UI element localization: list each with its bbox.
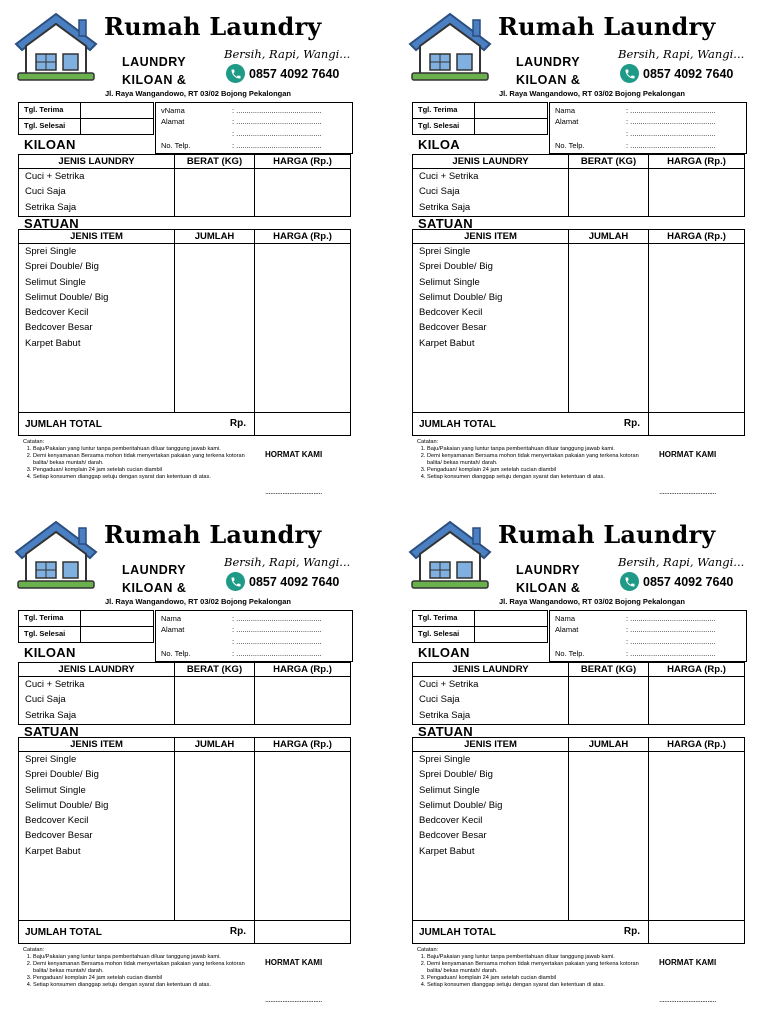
satuan-header-type: JENIS ITEM	[19, 738, 175, 752]
customer-address-field[interactable]: : .........................................	[626, 117, 716, 126]
satuan-price-cell[interactable]	[649, 752, 745, 921]
phone-text: 0857 4092 7640	[643, 574, 734, 589]
house-logo-icon	[404, 518, 496, 590]
satuan-header-row	[413, 738, 745, 752]
satuan-price-cell[interactable]	[649, 244, 745, 413]
notes-list	[417, 954, 649, 989]
brand-line-laundry: LAUNDRY	[516, 55, 581, 69]
customer-phone-field[interactable]: : .........................................	[232, 141, 322, 150]
kiloan-header-type: JENIS LAUNDRY	[19, 663, 175, 677]
total-currency: Rp.	[623, 418, 640, 429]
satuan-title: SATUAN	[418, 216, 473, 231]
brand-name: Rumah Laundry	[498, 12, 716, 41]
kiloan-header-row	[413, 663, 745, 677]
phone-number	[620, 64, 733, 83]
date-received-label: Tgl. Terima	[418, 105, 458, 114]
satuan-header-qty: JUMLAH	[175, 230, 255, 244]
satuan-item: Selimut Single	[419, 784, 480, 796]
total-currency: Rp.	[229, 926, 246, 937]
date-received-row	[19, 611, 153, 627]
brand-name: Rumah Laundry	[104, 520, 322, 549]
total-value-cell[interactable]	[255, 413, 351, 436]
satuan-table	[412, 737, 745, 944]
house-logo-icon	[10, 518, 102, 590]
total-label: JUMLAH TOTAL	[25, 418, 102, 430]
satuan-item: Karpet Babut	[25, 337, 81, 349]
kiloan-item: Cuci Saja	[25, 186, 66, 198]
kiloan-header-weight: BERAT (KG)	[175, 155, 255, 169]
date-finished-row	[413, 119, 547, 134]
satuan-item: Selimut Single	[25, 276, 86, 288]
kiloan-header-type: JENIS LAUNDRY	[413, 155, 569, 169]
customer-address-label: Alamat	[555, 117, 579, 126]
satuan-item: Selimut Double/ Big	[25, 291, 109, 303]
kiloan-item: Setrika Saja	[25, 201, 77, 213]
kiloan-body-row	[19, 169, 351, 217]
satuan-item: Selimut Double/ Big	[25, 799, 109, 811]
satuan-body-row	[413, 244, 745, 413]
kiloan-item: Cuci + Setrika	[419, 171, 479, 182]
customer-address-field-2[interactable]: : .........................................	[626, 637, 716, 646]
total-label-cell	[19, 413, 255, 436]
date-received-label: Tgl. Terima	[24, 613, 64, 622]
date-box	[412, 102, 548, 135]
date-finished-row	[19, 119, 153, 134]
signature-label: HORMAT KAMI	[265, 450, 323, 459]
note-item: 2. Demi kenyamanan Bersama mohon tidak menyertakan pakaian yang terkena kotoran balita/ bekas muntah/ darah.	[427, 453, 649, 467]
satuan-price-cell[interactable]	[255, 244, 351, 413]
total-label: JUMLAH TOTAL	[419, 926, 496, 938]
note-item: 2. Demi kenyamanan Bersama mohon tidak menyertakan pakaian yang terkena kotoran balita/ bekas muntah/ darah.	[33, 961, 255, 975]
satuan-items	[413, 244, 569, 413]
kiloan-header-type: JENIS LAUNDRY	[19, 155, 175, 169]
kiloan-header-price: HARGA (Rp.)	[649, 663, 745, 677]
note-item: 1. Baju/Pakaian yang luntur tanpa pemberitahuan diluar tanggung jawab kami.	[427, 446, 649, 453]
kiloan-item: Setrika Saja	[25, 709, 77, 721]
date-received-field[interactable]	[474, 103, 548, 118]
satuan-item: Bedcover Kecil	[25, 815, 89, 827]
signature-label: HORMAT KAMI	[659, 450, 717, 459]
customer-address-field-2[interactable]: : .........................................	[232, 129, 322, 138]
phone-text: 0857 4092 7640	[643, 66, 734, 81]
satuan-qty-cell[interactable]	[569, 752, 649, 921]
satuan-item: Sprei Single	[419, 246, 471, 257]
customer-phone-field[interactable]: : .........................................	[626, 649, 716, 658]
total-label-cell	[413, 921, 649, 944]
signature-label: HORMAT KAMI	[265, 958, 323, 967]
kiloan-body-row	[413, 169, 745, 217]
kiloan-header-price: HARGA (Rp.)	[255, 155, 351, 169]
notes-list	[23, 446, 255, 481]
phone-number	[226, 64, 339, 83]
brand-address: Jl. Raya Wangandowo, RT 03/02 Bojong Pekalongan	[105, 89, 292, 98]
note-item: 1. Baju/Pakaian yang luntur tanpa pemberitahuan diluar tanggung jawab kami.	[33, 446, 255, 453]
notes	[23, 439, 255, 480]
satuan-item: Sprei Single	[25, 754, 77, 765]
notes-title: Catatan:	[23, 947, 45, 953]
brand-tagline: Bersih, Rapi, Wangi...	[224, 47, 351, 61]
satuan-table	[18, 737, 351, 944]
satuan-header-qty: JUMLAH	[175, 738, 255, 752]
kiloan-item: Cuci + Setrika	[25, 679, 85, 690]
signature-label: HORMAT KAMI	[659, 958, 717, 967]
kiloan-header-type: JENIS LAUNDRY	[413, 663, 569, 677]
customer-name-label: vNama	[161, 106, 185, 115]
satuan-items	[19, 752, 175, 921]
satuan-price-cell[interactable]	[255, 752, 351, 921]
date-finished-row	[19, 627, 153, 642]
satuan-item: Sprei Single	[419, 754, 471, 765]
satuan-header-price: HARGA (Rp.)	[649, 738, 745, 752]
satuan-item: Bedcover Besar	[419, 322, 487, 334]
satuan-item: Selimut Double/ Big	[419, 291, 503, 303]
customer-phone-field[interactable]: : .........................................	[626, 141, 716, 150]
satuan-item: Selimut Double/ Big	[419, 799, 503, 811]
brand-address: Jl. Raya Wangandowo, RT 03/02 Bojong Pekalongan	[499, 89, 686, 98]
kiloan-header-row	[19, 663, 351, 677]
satuan-item: Sprei Single	[25, 246, 77, 257]
brand-line-kiloan: KILOAN &	[122, 73, 187, 87]
note-item: 2. Demi kenyamanan Bersama mohon tidak menyertakan pakaian yang terkena kotoran balita/ bekas muntah/ darah.	[33, 453, 255, 467]
kiloan-item: Cuci Saja	[419, 694, 460, 706]
note-item: 4. Setiap konsumen dianggap setuju dengan syarat dan ketentuan di atas.	[33, 982, 255, 989]
satuan-body-row	[19, 752, 351, 921]
customer-address-label: Alamat	[161, 117, 185, 126]
date-received-label: Tgl. Terima	[418, 613, 458, 622]
satuan-header-row	[19, 738, 351, 752]
kiloan-header-price: HARGA (Rp.)	[649, 155, 745, 169]
date-finished-field[interactable]	[80, 627, 154, 642]
kiloan-items	[19, 169, 175, 217]
brand-line-laundry: LAUNDRY	[516, 563, 581, 577]
satuan-item: Karpet Babut	[419, 337, 475, 349]
customer-address-field-2[interactable]: : .........................................	[626, 129, 716, 138]
kiloan-header-weight: BERAT (KG)	[569, 663, 649, 677]
satuan-item: Bedcover Besar	[419, 830, 487, 842]
note-item: 4. Setiap konsumen dianggap setuju dengan syarat dan ketentuan di atas.	[427, 474, 649, 481]
date-received-row	[413, 611, 547, 627]
satuan-header-price: HARGA (Rp.)	[255, 738, 351, 752]
signature-line[interactable]: .................................	[659, 995, 716, 1004]
kiloan-header-row	[19, 155, 351, 169]
total-row	[413, 413, 745, 436]
note-item: 3. Pengaduan/ komplain 24 jam setelah cucian diambil	[427, 467, 649, 474]
satuan-item: Sprei Double/ Big	[419, 261, 493, 273]
total-label: JUMLAH TOTAL	[419, 418, 496, 430]
satuan-body-row	[413, 752, 745, 921]
total-value-cell[interactable]	[255, 921, 351, 944]
note-item: 2. Demi kenyamanan Bersama mohon tidak menyertakan pakaian yang terkena kotoran balita/ bekas muntah/ darah.	[427, 961, 649, 975]
satuan-item: Bedcover Besar	[25, 322, 93, 334]
kiloan-weight-cell[interactable]	[569, 169, 649, 217]
date-received-field[interactable]	[80, 611, 154, 626]
satuan-header-row	[19, 230, 351, 244]
kiloan-header-price: HARGA (Rp.)	[255, 663, 351, 677]
kiloan-item: Cuci Saja	[25, 694, 66, 706]
customer-phone-label: No. Telp.	[161, 649, 191, 658]
date-box	[18, 610, 154, 643]
total-value-cell[interactable]	[649, 921, 745, 944]
date-finished-field[interactable]	[80, 119, 154, 134]
brand-line-laundry: LAUNDRY	[122, 55, 187, 69]
kiloan-item: Setrika Saja	[419, 709, 471, 721]
kiloan-title: KILOA	[418, 137, 460, 152]
notes-list	[417, 446, 649, 481]
kiloan-title: KILOAN	[418, 645, 470, 660]
satuan-header-row	[413, 230, 745, 244]
kiloan-price-cell[interactable]	[255, 677, 351, 725]
kiloan-header-weight: BERAT (KG)	[569, 155, 649, 169]
kiloan-item: Cuci + Setrika	[25, 171, 85, 182]
note-item: 3. Pengaduan/ komplain 24 jam setelah cucian diambil	[427, 975, 649, 982]
brand-line-kiloan: KILOAN &	[516, 73, 581, 87]
phone-number	[620, 572, 733, 591]
kiloan-weight-cell[interactable]	[175, 169, 255, 217]
brand-name: Rumah Laundry	[104, 12, 322, 41]
total-currency: Rp.	[229, 418, 246, 429]
signature-line[interactable]: .................................	[265, 995, 322, 1004]
satuan-items	[413, 752, 569, 921]
date-finished-label: Tgl. Selesai	[418, 121, 460, 130]
kiloan-items	[19, 677, 175, 725]
total-row	[413, 921, 745, 944]
satuan-item: Sprei Double/ Big	[25, 261, 99, 273]
note-item: 1. Baju/Pakaian yang luntur tanpa pemberitahuan diluar tanggung jawab kami.	[33, 954, 255, 961]
note-item: 1. Baju/Pakaian yang luntur tanpa pemberitahuan diluar tanggung jawab kami.	[427, 954, 649, 961]
satuan-title: SATUAN	[418, 724, 473, 739]
customer-address-field[interactable]: : .........................................	[232, 117, 322, 126]
customer-address-field[interactable]: : .........................................	[232, 625, 322, 634]
total-label-cell	[19, 921, 255, 944]
kiloan-table	[18, 154, 351, 217]
satuan-item: Selimut Single	[25, 784, 86, 796]
notes	[417, 439, 649, 480]
kiloan-title: KILOAN	[24, 645, 76, 660]
notes-title: Catatan:	[23, 439, 45, 445]
total-label: JUMLAH TOTAL	[25, 926, 102, 938]
kiloan-price-cell[interactable]	[255, 169, 351, 217]
date-finished-field[interactable]	[474, 627, 548, 642]
satuan-table	[18, 229, 351, 436]
customer-box	[155, 102, 353, 154]
phone-number	[226, 572, 339, 591]
customer-name-field[interactable]: : .........................................	[232, 614, 322, 623]
kiloan-title: KILOAN	[24, 137, 76, 152]
satuan-item: Karpet Babut	[25, 845, 81, 857]
kiloan-item: Setrika Saja	[419, 201, 471, 213]
total-value-cell[interactable]	[649, 413, 745, 436]
customer-phone-label: No. Telp.	[555, 649, 585, 658]
note-item: 3. Pengaduan/ komplain 24 jam setelah cucian diambil	[33, 975, 255, 982]
customer-address-field[interactable]: : .........................................	[626, 625, 716, 634]
customer-phone-field[interactable]: : .........................................	[232, 649, 322, 658]
notes	[417, 947, 649, 988]
note-item: 4. Setiap konsumen dianggap setuju dengan syarat dan ketentuan di atas.	[427, 982, 649, 989]
kiloan-price-cell[interactable]	[649, 677, 745, 725]
customer-box	[549, 102, 747, 154]
satuan-header-qty: JUMLAH	[569, 230, 649, 244]
customer-address-label: Alamat	[161, 625, 185, 634]
brand-line-laundry: LAUNDRY	[122, 563, 187, 577]
date-finished-row	[413, 627, 547, 642]
satuan-header-type: JENIS ITEM	[19, 230, 175, 244]
phone-icon	[226, 64, 245, 83]
kiloan-body-row	[413, 677, 745, 725]
satuan-header-type: JENIS ITEM	[413, 738, 569, 752]
customer-name-field[interactable]: : .........................................	[626, 106, 716, 115]
satuan-qty-cell[interactable]	[569, 244, 649, 413]
satuan-header-price: HARGA (Rp.)	[255, 230, 351, 244]
notes-title: Catatan:	[417, 439, 439, 445]
kiloan-table	[18, 662, 351, 725]
total-label-cell	[413, 413, 649, 436]
kiloan-item: Cuci Saja	[419, 186, 460, 198]
satuan-items	[19, 244, 175, 413]
date-received-label: Tgl. Terima	[24, 105, 64, 114]
customer-box	[549, 610, 747, 662]
kiloan-items	[413, 677, 569, 725]
satuan-title: SATUAN	[24, 216, 79, 231]
brand-line-kiloan: KILOAN &	[516, 581, 581, 595]
date-box	[18, 102, 154, 135]
customer-name-label: Nama	[555, 614, 576, 623]
customer-name-field[interactable]: : .........................................	[232, 106, 322, 115]
notes-list	[23, 954, 255, 989]
satuan-item: Bedcover Besar	[25, 830, 93, 842]
notes	[23, 947, 255, 988]
satuan-body-row	[19, 244, 351, 413]
date-box	[412, 610, 548, 643]
satuan-item: Sprei Double/ Big	[25, 769, 99, 781]
note-item: 4. Setiap konsumen dianggap setuju dengan syarat dan ketentuan di atas.	[33, 474, 255, 481]
satuan-header-type: JENIS ITEM	[413, 230, 569, 244]
kiloan-weight-cell[interactable]	[569, 677, 649, 725]
customer-name-label: Nama	[555, 106, 576, 115]
brand-tagline: Bersih, Rapi, Wangi...	[618, 555, 745, 569]
satuan-item: Sprei Double/ Big	[419, 769, 493, 781]
kiloan-items	[413, 169, 569, 217]
house-logo-icon	[404, 10, 496, 82]
customer-address-field-2[interactable]: : .........................................	[232, 637, 322, 646]
kiloan-price-cell[interactable]	[649, 169, 745, 217]
customer-phone-label: No. Telp.	[555, 141, 585, 150]
brand-address: Jl. Raya Wangandowo, RT 03/02 Bojong Pekalongan	[499, 597, 686, 606]
satuan-header-qty: JUMLAH	[569, 738, 649, 752]
kiloan-weight-cell[interactable]	[175, 677, 255, 725]
kiloan-table	[412, 154, 745, 217]
brand-line-kiloan: KILOAN &	[122, 581, 187, 595]
customer-address-label: Alamat	[555, 625, 579, 634]
phone-text: 0857 4092 7640	[249, 66, 340, 81]
customer-name-label: Nama	[161, 614, 182, 623]
customer-name-field[interactable]: : .........................................	[626, 614, 716, 623]
satuan-qty-cell[interactable]	[175, 752, 255, 921]
satuan-table	[412, 229, 745, 436]
satuan-item: Karpet Babut	[419, 845, 475, 857]
satuan-item: Bedcover Kecil	[419, 307, 483, 319]
satuan-item: Bedcover Kecil	[419, 815, 483, 827]
satuan-item: Selimut Single	[419, 276, 480, 288]
total-row	[19, 413, 351, 436]
satuan-qty-cell[interactable]	[175, 244, 255, 413]
date-received-row	[19, 103, 153, 119]
customer-box	[155, 610, 353, 662]
signature-line[interactable]: .................................	[659, 487, 716, 496]
kiloan-body-row	[19, 677, 351, 725]
date-finished-label: Tgl. Selesai	[24, 629, 66, 638]
date-received-field[interactable]	[474, 611, 548, 626]
phone-text: 0857 4092 7640	[249, 574, 340, 589]
date-finished-label: Tgl. Selesai	[418, 629, 460, 638]
brand-tagline: Bersih, Rapi, Wangi...	[618, 47, 745, 61]
house-logo-icon	[10, 10, 102, 82]
brand-tagline: Bersih, Rapi, Wangi...	[224, 555, 351, 569]
brand-address: Jl. Raya Wangandowo, RT 03/02 Bojong Pekalongan	[105, 597, 292, 606]
satuan-title: SATUAN	[24, 724, 79, 739]
phone-icon	[226, 572, 245, 591]
phone-icon	[620, 572, 639, 591]
kiloan-item: Cuci + Setrika	[419, 679, 479, 690]
date-finished-label: Tgl. Selesai	[24, 121, 66, 130]
date-received-field[interactable]	[80, 103, 154, 118]
kiloan-table	[412, 662, 745, 725]
customer-phone-label: No. Telp.	[161, 141, 191, 150]
signature-line[interactable]: .................................	[265, 487, 322, 496]
date-finished-field[interactable]	[474, 119, 548, 134]
satuan-item: Bedcover Kecil	[25, 307, 89, 319]
note-item: 3. Pengaduan/ komplain 24 jam setelah cucian diambil	[33, 467, 255, 474]
notes-title: Catatan:	[417, 947, 439, 953]
total-currency: Rp.	[623, 926, 640, 937]
total-row	[19, 921, 351, 944]
date-received-row	[413, 103, 547, 119]
kiloan-header-weight: BERAT (KG)	[175, 663, 255, 677]
satuan-header-price: HARGA (Rp.)	[649, 230, 745, 244]
phone-icon	[620, 64, 639, 83]
kiloan-header-row	[413, 155, 745, 169]
brand-name: Rumah Laundry	[498, 520, 716, 549]
